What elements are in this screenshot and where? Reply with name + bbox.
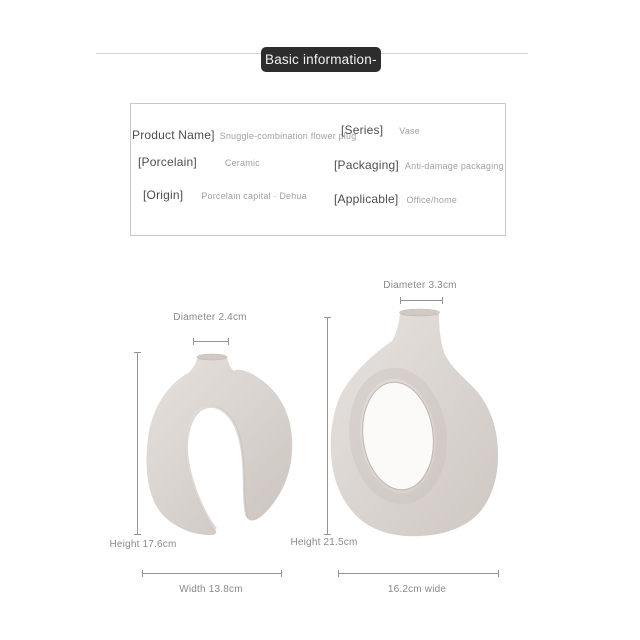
section-title-badge: Basic information- bbox=[261, 47, 381, 72]
right-vase-width-line bbox=[338, 570, 499, 577]
table-row bbox=[132, 128, 356, 142]
right-vase-height-line bbox=[324, 317, 331, 535]
porcelain-value: Ceramic bbox=[224, 158, 260, 168]
left-vase-height-line bbox=[134, 352, 141, 535]
right-vase-diameter-label: Diameter 3.3cm bbox=[383, 280, 457, 291]
table-row bbox=[143, 188, 307, 202]
left-vase-diameter-line bbox=[193, 338, 229, 345]
applicable-value: Office/home bbox=[406, 195, 458, 205]
left-vase-height-label: Height 17.6cm bbox=[109, 539, 177, 550]
series-label: [Series] bbox=[341, 123, 384, 137]
table-row bbox=[334, 158, 504, 172]
product-name-value: Snuggle-combination flower plug bbox=[219, 131, 357, 141]
info-table bbox=[130, 103, 506, 236]
left-vase-image bbox=[130, 345, 310, 560]
packaging-value: Anti-damage packaging bbox=[404, 161, 504, 171]
table-row bbox=[138, 155, 260, 169]
series-value: Vase bbox=[399, 126, 420, 136]
right-vase-image bbox=[320, 300, 510, 545]
table-row bbox=[334, 192, 457, 206]
packaging-label: [Packaging] bbox=[334, 158, 399, 172]
origin-value: Porcelain capital · Dehua bbox=[201, 191, 307, 201]
right-vase-width-label: 16.2cm wide bbox=[387, 584, 447, 595]
applicable-label: [Applicable] bbox=[334, 192, 399, 206]
right-vase-diameter-line bbox=[400, 297, 443, 304]
left-vase-width-line bbox=[142, 570, 282, 577]
right-vase-height-label: Height 21.5cm bbox=[290, 537, 358, 548]
table-row bbox=[341, 123, 420, 137]
left-vase-width-label: Width 13.8cm bbox=[179, 584, 243, 595]
porcelain-label: [Porcelain] bbox=[138, 155, 197, 169]
left-vase-diameter-label: Diameter 2.4cm bbox=[173, 312, 247, 323]
origin-label: [Origin] bbox=[143, 188, 184, 202]
product-name-label: Product Name] bbox=[132, 128, 215, 142]
